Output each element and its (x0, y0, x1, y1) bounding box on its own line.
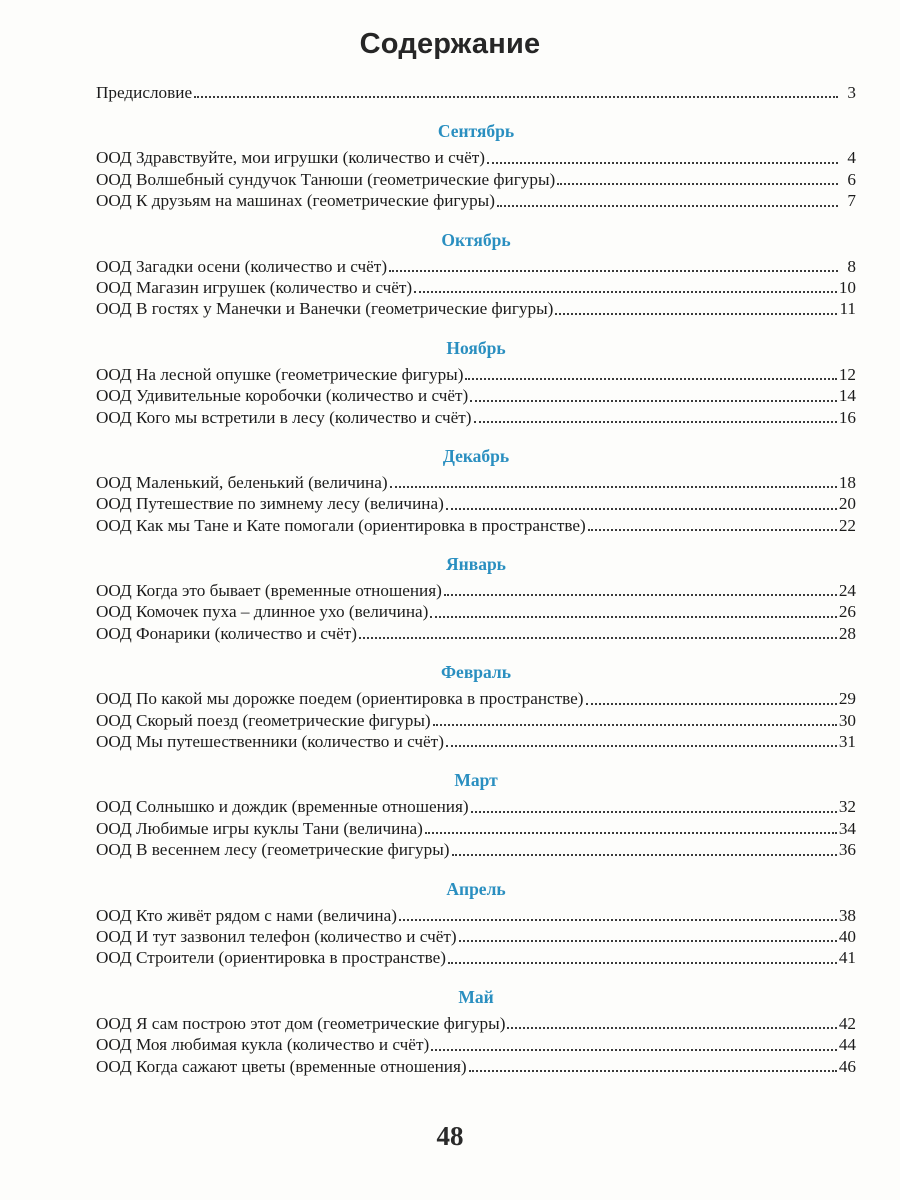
toc-entry-label: ООД Скорый поезд (геометрические фигуры) (96, 710, 431, 730)
dot-leader (448, 962, 837, 964)
toc-entry-page: 4 (847, 148, 856, 168)
toc-entry-label: ООД Кого мы встретили в лесу (количество и счёт) (96, 407, 472, 427)
dot-leader (497, 205, 838, 207)
month-heading: Декабрь (442, 445, 510, 466)
toc-section (96, 334, 856, 428)
toc-entry-page: 46 (838, 1056, 856, 1076)
dot-leader (452, 854, 837, 856)
month-heading: Январь (446, 554, 506, 575)
dot-leader (389, 270, 838, 272)
toc-entry-label: ООД На лесной опушке (геометрические фигуры) (96, 364, 464, 384)
dot-leader (194, 96, 838, 98)
toc-entry-page: 41 (838, 948, 856, 968)
dot-leader (446, 745, 837, 747)
toc-entry-label: ООД Любимые игры куклы Тани (величина) (96, 818, 423, 838)
dot-leader (465, 378, 836, 380)
toc-entry (96, 688, 856, 709)
toc-entry (96, 493, 856, 514)
toc-entry-label: ООД Удивительные коробочки (количество и счёт) (96, 386, 469, 406)
toc-entry-label: ООД Когда это бывает (временные отношения) (96, 581, 442, 601)
toc-section (96, 550, 856, 644)
dot-leader (399, 919, 837, 921)
toc-entry (96, 947, 856, 968)
toc-entry-label: ООД И тут зазвонил телефон (количество и счёт) (96, 926, 457, 946)
toc-entry-page: 12 (838, 364, 856, 384)
toc-entry-label: ООД Фонарики (количество и счёт) (96, 623, 357, 643)
toc-entry-label: ООД Я сам построю этот дом (геометрические фигуры) (96, 1013, 506, 1033)
toc-entry (96, 515, 856, 536)
toc-entry (96, 1013, 856, 1034)
toc-entry (96, 1056, 856, 1077)
toc-entry-label: ООД Солнышко и дождик (временные отношения) (96, 797, 469, 817)
toc-entry-page: 11 (839, 299, 856, 319)
dot-leader (390, 486, 837, 488)
toc-entry (96, 407, 856, 428)
toc-entry-label: ООД Магазин игрушек (количество и счёт) (96, 277, 413, 297)
toc-section (96, 442, 856, 536)
toc-section (96, 226, 856, 320)
toc-entry-page: 34 (838, 818, 856, 838)
toc-entry (96, 298, 856, 319)
toc-entry (96, 580, 856, 601)
toc-section (96, 658, 856, 752)
dot-leader (433, 724, 837, 726)
toc-entry-page: 44 (838, 1035, 856, 1055)
toc-entry (96, 601, 856, 622)
toc-entry-preface (96, 82, 856, 103)
toc-section (96, 766, 856, 860)
toc-entry-label: ООД Маленький, беленький (величина) (96, 472, 388, 492)
toc-entry-page: 22 (838, 515, 856, 535)
toc-entry-page: 42 (838, 1013, 856, 1033)
table-of-contents (96, 82, 856, 1077)
toc-entry-page: 36 (838, 840, 856, 860)
dot-leader (430, 616, 836, 618)
toc-entry-page: 38 (838, 905, 856, 925)
toc-entry-label: ООД Моя любимая кукла (количество и счёт) (96, 1035, 430, 1055)
dot-leader (507, 1027, 836, 1029)
toc-entry (96, 190, 856, 211)
dot-leader (555, 313, 837, 315)
month-heading: Ноябрь (446, 337, 506, 358)
toc-entry-label: ООД Комочек пуха – длинное ухо (величина) (96, 602, 429, 622)
toc-entry-label: ООД В гостях у Манечки и Ванечки (геометрические фигуры) (96, 299, 554, 319)
toc-entry (96, 169, 856, 190)
dot-leader (557, 183, 838, 185)
toc-entry-page: 26 (838, 602, 856, 622)
toc-entry-label: ООД Как мы Тане и Кате помогали (ориентировка в пространстве) (96, 515, 586, 535)
toc-entry-page: 16 (838, 407, 856, 427)
month-heading: Февраль (441, 662, 511, 683)
dot-leader (588, 529, 837, 531)
dot-leader (359, 637, 837, 639)
dot-leader (414, 291, 837, 293)
dot-leader (444, 594, 837, 596)
toc-entry (96, 839, 856, 860)
dot-leader (471, 811, 837, 813)
toc-entry-page: 29 (838, 689, 856, 709)
toc-entry (96, 905, 856, 926)
toc-entry (96, 710, 856, 731)
toc-entry (96, 926, 856, 947)
toc-entry (96, 472, 856, 493)
dot-leader (469, 1070, 837, 1072)
toc-entry-label: ООД Здравствуйте, мои игрушки (количество и счёт) (96, 148, 485, 168)
toc-entry (96, 623, 856, 644)
toc-section (96, 875, 856, 969)
dot-leader (470, 400, 837, 402)
month-heading: Март (454, 770, 498, 791)
toc-entry-label: ООД Загадки осени (количество и счёт) (96, 256, 388, 276)
toc-entry (96, 385, 856, 406)
toc-entry-page: 7 (847, 191, 856, 211)
month-heading: Май (458, 986, 494, 1007)
dot-leader (425, 832, 837, 834)
toc-entry (96, 364, 856, 385)
toc-entry-page: 14 (838, 386, 856, 406)
toc-entry-page: 32 (838, 797, 856, 817)
toc-entry-page: 24 (838, 581, 856, 601)
month-heading: Сентябрь (437, 121, 515, 142)
toc-entry (96, 731, 856, 752)
dot-leader (586, 703, 837, 705)
toc-section (96, 117, 856, 211)
dot-leader (431, 1049, 837, 1051)
toc-entry-label: ООД По какой мы дорожке поедем (ориентировка в пространстве) (96, 689, 584, 709)
dot-leader (487, 162, 838, 164)
page-title: Содержание (359, 28, 541, 60)
toc-entry-page: 28 (838, 623, 856, 643)
toc-section (96, 983, 856, 1077)
toc-entry-page: 8 (847, 256, 856, 276)
month-heading: Апрель (446, 878, 506, 899)
toc-entry-label: ООД Волшебный сундучок Танюши (геометрические фигуры) (96, 169, 556, 189)
toc-entry-label: ООД Когда сажают цветы (временные отношения) (96, 1056, 467, 1076)
toc-entry-page: 18 (838, 472, 856, 492)
month-heading: Октябрь (441, 229, 511, 250)
toc-entry-label: ООД Кто живёт рядом с нами (величина) (96, 905, 397, 925)
toc-entry-page: 10 (838, 277, 856, 297)
toc-entry (96, 1034, 856, 1055)
toc-entry-page: 31 (838, 732, 856, 752)
toc-entry-page: 6 (847, 169, 856, 189)
toc-entry-label: ООД Строители (ориентировка в пространстве) (96, 948, 447, 968)
toc-entry-label: Предисловие (96, 83, 193, 102)
toc-entry (96, 277, 856, 298)
dot-leader (459, 940, 837, 942)
toc-entry-label: ООД Мы путешественники (количество и счёт) (96, 732, 444, 752)
toc-entry-page: 20 (838, 494, 856, 514)
toc-entry (96, 147, 856, 168)
toc-entry-label: ООД К друзьям на машинах (геометрические фигуры) (96, 191, 495, 211)
toc-entry (96, 818, 856, 839)
toc-entry-page: 40 (838, 926, 856, 946)
toc-entry-page: 30 (838, 710, 856, 730)
dot-leader (474, 421, 837, 423)
dot-leader (446, 508, 837, 510)
toc-entry (96, 256, 856, 277)
toc-entry-page: 3 (847, 83, 856, 102)
toc-entry-label: ООД В весеннем лесу (геометрические фигуры) (96, 840, 450, 860)
toc-entry-label: ООД Путешествие по зимнему лесу (величина) (96, 494, 444, 514)
toc-entry (96, 796, 856, 817)
page-number: 48 (436, 1121, 464, 1151)
